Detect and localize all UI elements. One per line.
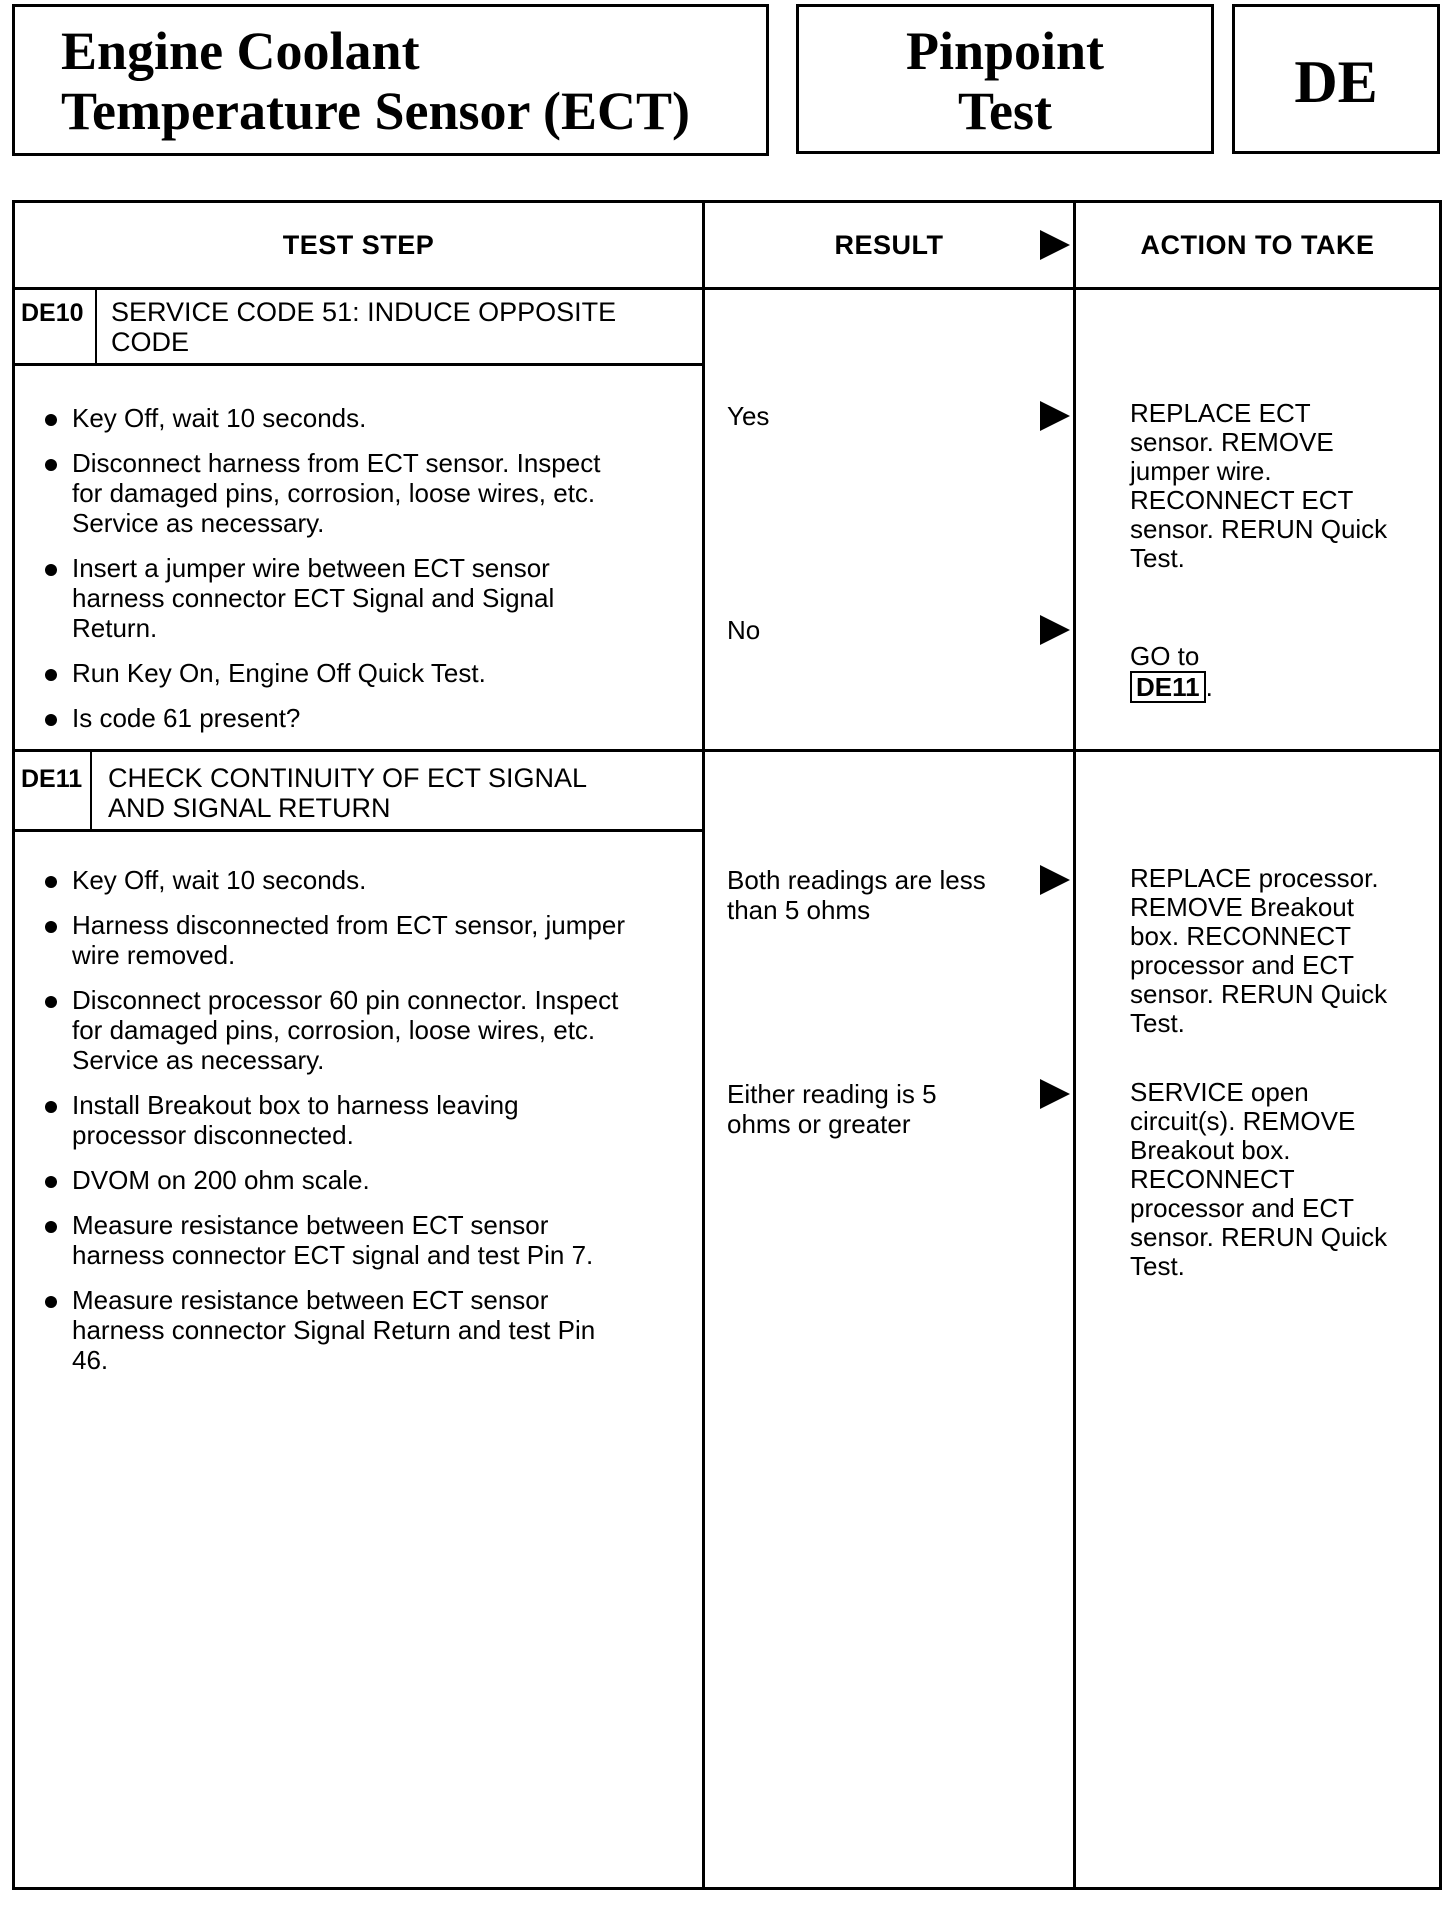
column-divider: [1073, 203, 1076, 1887]
step-divider: [15, 749, 1439, 752]
column-header-result: RESULT: [834, 229, 944, 260]
result-yes: Yes: [727, 401, 770, 431]
step-reference-link[interactable]: DE11: [1130, 671, 1206, 703]
result-text: Either reading is 5 ohms or greater: [727, 1079, 937, 1139]
action-goto: [1130, 613, 1213, 703]
column-divider: [702, 203, 705, 1887]
arrow-right-icon: [1040, 401, 1070, 431]
test-type-label: Pinpoint Test: [905, 21, 1105, 141]
action-text: REPLACE ECT sensor. REMOVE jumper wire. RECONNECT ECT sensor. RERUN Quick Test.: [1130, 398, 1388, 573]
step-instructions: [42, 865, 692, 1390]
instruction-item: Insert a jumper wire between ECT sensor harness connector ECT Signal and Signal Return.: [42, 553, 692, 643]
instruction-item: Key Off, wait 10 seconds.: [42, 403, 692, 433]
instruction-item: Disconnect processor 60 pin connector. Inspect for damaged pins, corrosion, loose wires, etc. Service as necessary.: [42, 985, 692, 1075]
instruction-item: Install Breakout box to harness leaving processor disconnected.: [42, 1090, 692, 1150]
instruction-item: DVOM on 200 ohm scale.: [42, 1165, 692, 1195]
test-type-box: [796, 4, 1214, 154]
arrow-right-icon: [1040, 615, 1070, 645]
goto-label: GO to: [1130, 641, 1200, 671]
instruction-item: Is code 61 present?: [42, 703, 692, 733]
column-header-action: ACTION TO TAKE: [1140, 229, 1375, 260]
instruction-item: Measure resistance between ECT sensor harness connector ECT signal and test Pin 7.: [42, 1210, 692, 1270]
step-id-divider: [95, 290, 97, 365]
step-title: CHECK CONTINUITY OF ECT SIGNAL AND SIGNAL RETURN: [108, 763, 588, 823]
header-divider: [15, 287, 1439, 290]
instruction-item: Measure resistance between ECT sensor harness connector Signal Return and test Pin 46.: [42, 1285, 692, 1375]
result-text: Both readings are less than 5 ohms: [727, 865, 986, 925]
step-id-divider: [90, 752, 92, 831]
arrow-right-icon: [1040, 230, 1070, 260]
test-table: [12, 200, 1442, 1890]
action-text: SERVICE open circuit(s). REMOVE Breakout box. RECONNECT processor and ECT sensor. RERUN Quick Test.: [1130, 1077, 1388, 1281]
instruction-item: Run Key On, Engine Off Quick Test.: [42, 658, 692, 688]
instruction-item: Harness disconnected from ECT sensor, jumper wire removed.: [42, 910, 692, 970]
step-title-divider: [15, 829, 702, 832]
step-instructions: [42, 403, 692, 748]
action-text: REPLACE processor. REMOVE Breakout box. RECONNECT processor and ECT sensor. RERUN Quick Test.: [1130, 863, 1388, 1038]
result-no: No: [727, 615, 761, 645]
column-header-test-step: TEST STEP: [282, 229, 435, 260]
step-id: DE10: [21, 299, 84, 327]
step-title-divider: [15, 363, 702, 366]
instruction-item: Key Off, wait 10 seconds.: [42, 865, 692, 895]
goto-suffix: .: [1205, 672, 1213, 702]
section-code: DE: [1294, 49, 1378, 115]
title-box: [12, 4, 769, 156]
instruction-item: Disconnect harness from ECT sensor. Inspect for damaged pins, corrosion, loose wires, etc. Service as necessary.: [42, 448, 692, 538]
step-id: DE11: [21, 765, 83, 793]
page-title: Engine Coolant Temperature Sensor (ECT): [61, 21, 690, 141]
step-title: SERVICE CODE 51: INDUCE OPPOSITE CODE: [111, 297, 617, 357]
arrow-right-icon: [1040, 865, 1070, 895]
code-box: [1232, 4, 1440, 154]
arrow-right-icon: [1040, 1079, 1070, 1109]
